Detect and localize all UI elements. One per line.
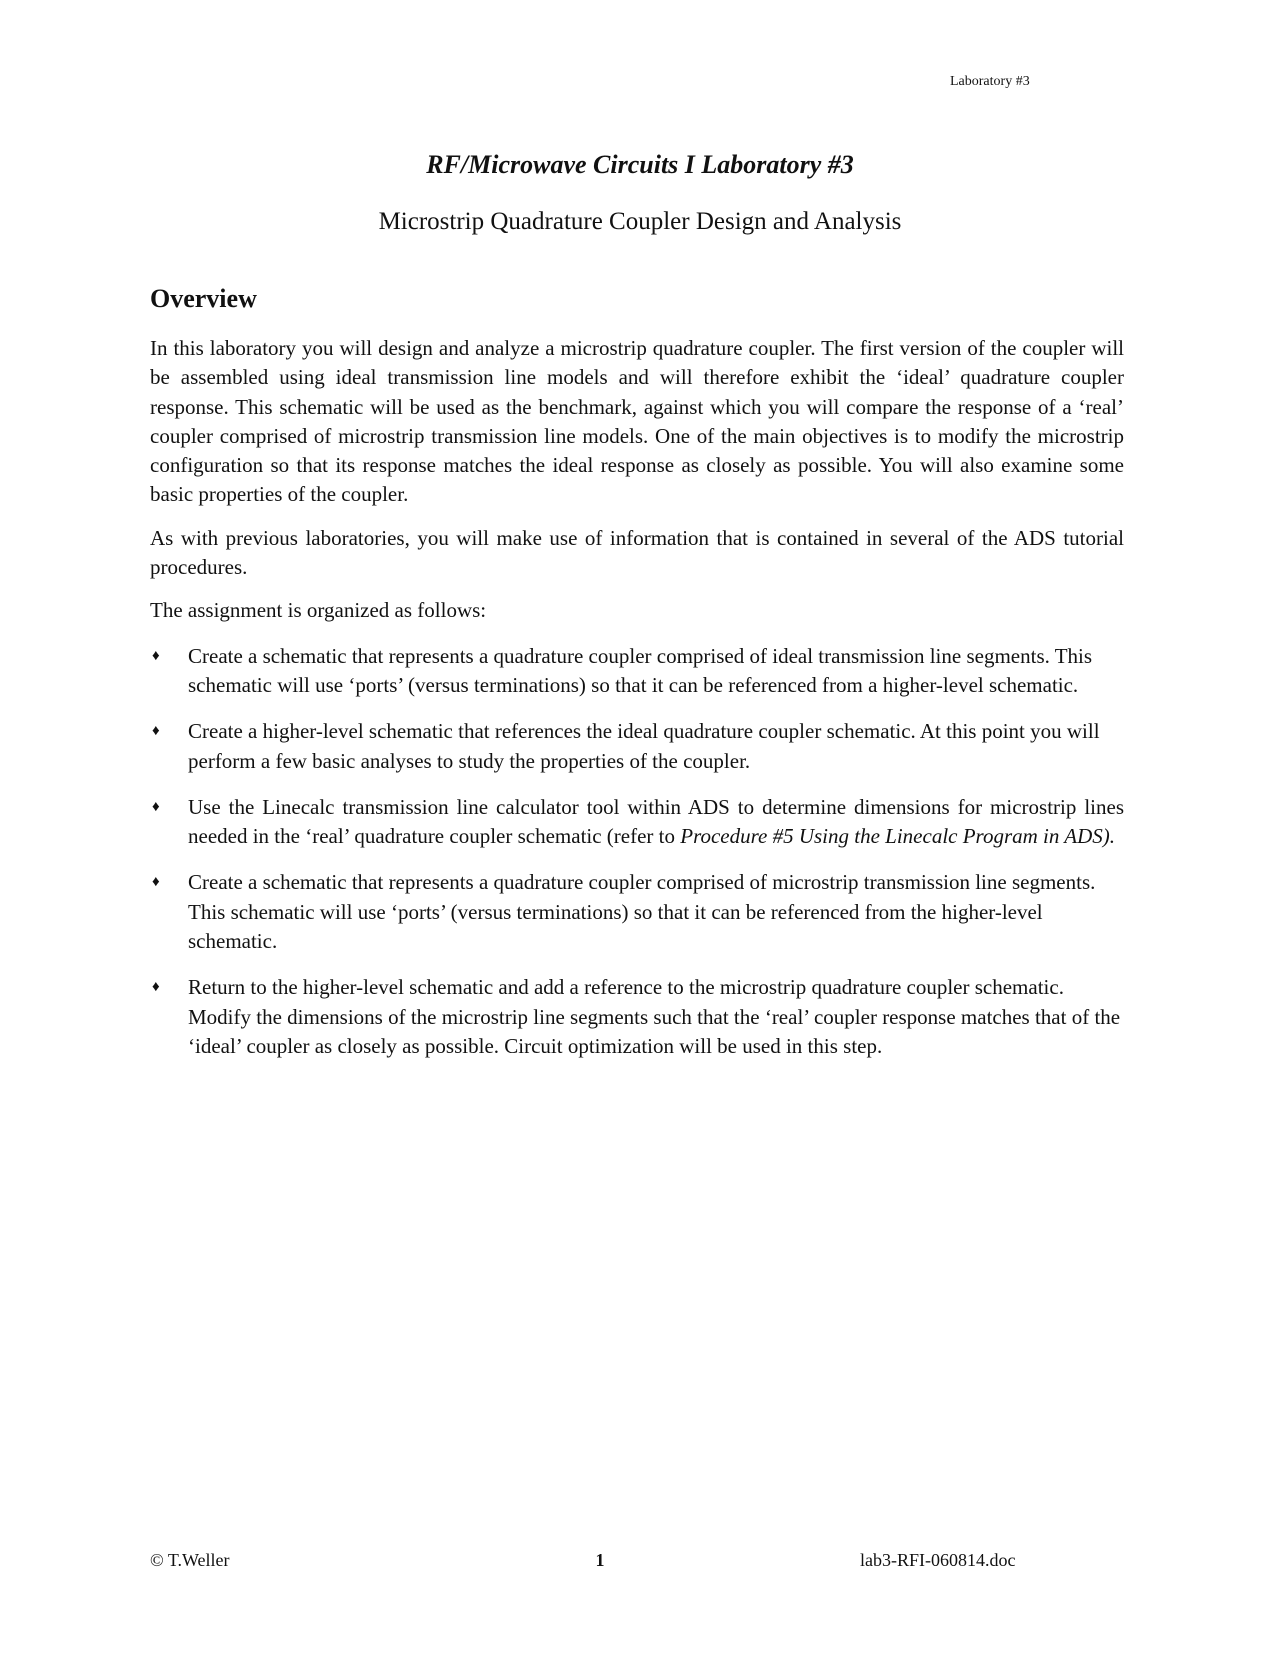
diamond-bullet-icon: ♦ [152, 979, 160, 996]
diamond-bullet-icon: ♦ [152, 647, 160, 664]
list-item-text: Create a higher-level schematic that references the ideal quadrature coupler schematic. At this point you will perform a few basic analyses to study the properties of the coupler. [188, 719, 1100, 773]
overview-heading: Overview [150, 284, 257, 313]
list-item [150, 642, 1124, 701]
list-item-text: Return to the higher-level schematic and add a reference to the microstrip quadrature coupler schematic. Modify the dimensions of the microstrip line segments such that the ‘real’ coupler response matches that of the ‘ideal’ coupler as closely as possible. Circuit optimization will be used in this step. [188, 975, 1121, 1058]
overview-paragraph-1: In this laboratory you will design and analyze a microstrip quadrature coupler. The first version of the coupler will be assembled using ideal transmission line models and will therefore exhibit the ‘ideal’ quadrature coupler response. This schematic will be used as the benchmark, against which you will compare the response of a ‘real’ coupler comprised of microstrip transmission line models. One of the main objectives is to modify the microstrip configuration so that its response matches the ideal response as closely as possible. You will also examine some basic properties of the coupler. [150, 336, 1124, 507]
list-item [150, 973, 1124, 1061]
footer-author: © T.Weller [150, 1550, 230, 1570]
list-item [150, 868, 1124, 956]
procedure-reference: Procedure #5 Using the Linecalc Program in ADS). [680, 824, 1115, 849]
running-header: Laboratory #3 [950, 74, 1030, 89]
overview-paragraph-2: As with previous laboratories, you will make use of information that is contained in several of the ADS tutorial procedures. [150, 525, 1124, 580]
diamond-bullet-icon: ♦ [152, 723, 160, 740]
overview-paragraph-3: The assignment is organized as follows: [150, 598, 487, 623]
list-item-text: Create a schematic that represents a quadrature coupler comprised of ideal transmission line segments. This schematic will use ‘ports’ (versus terminations) so that it can be referenced from a higher-level schematic. [188, 643, 1093, 697]
list-item-text: Use the Linecalc transmission line calculator tool within ADS to determine dimensions for microstrip lines needed in the ‘real’ quadrature coupler schematic (refer to [188, 794, 1124, 849]
footer-page-number: 1 [595, 1550, 605, 1570]
diamond-bullet-icon: ♦ [152, 874, 160, 891]
overview-section [150, 284, 1124, 1078]
document-subtitle: Microstrip Quadrature Coupler Design and Analysis [378, 208, 902, 235]
diamond-bullet-icon: ♦ [152, 798, 160, 815]
list-item [150, 717, 1124, 776]
document-title: RF/Microwave Circuits I Laboratory #3 [426, 150, 854, 179]
list-item [150, 793, 1124, 852]
footer-filename: lab3-RFI-060814.doc [860, 1550, 1016, 1570]
assignment-steps-list [150, 642, 1124, 1062]
list-item-text: Create a schematic that represents a quadrature coupler comprised of microstrip transmission line segments. This schematic will use ‘ports’ (versus terminations) so that it can be referenced from the higher-level schematic. [188, 870, 1096, 954]
